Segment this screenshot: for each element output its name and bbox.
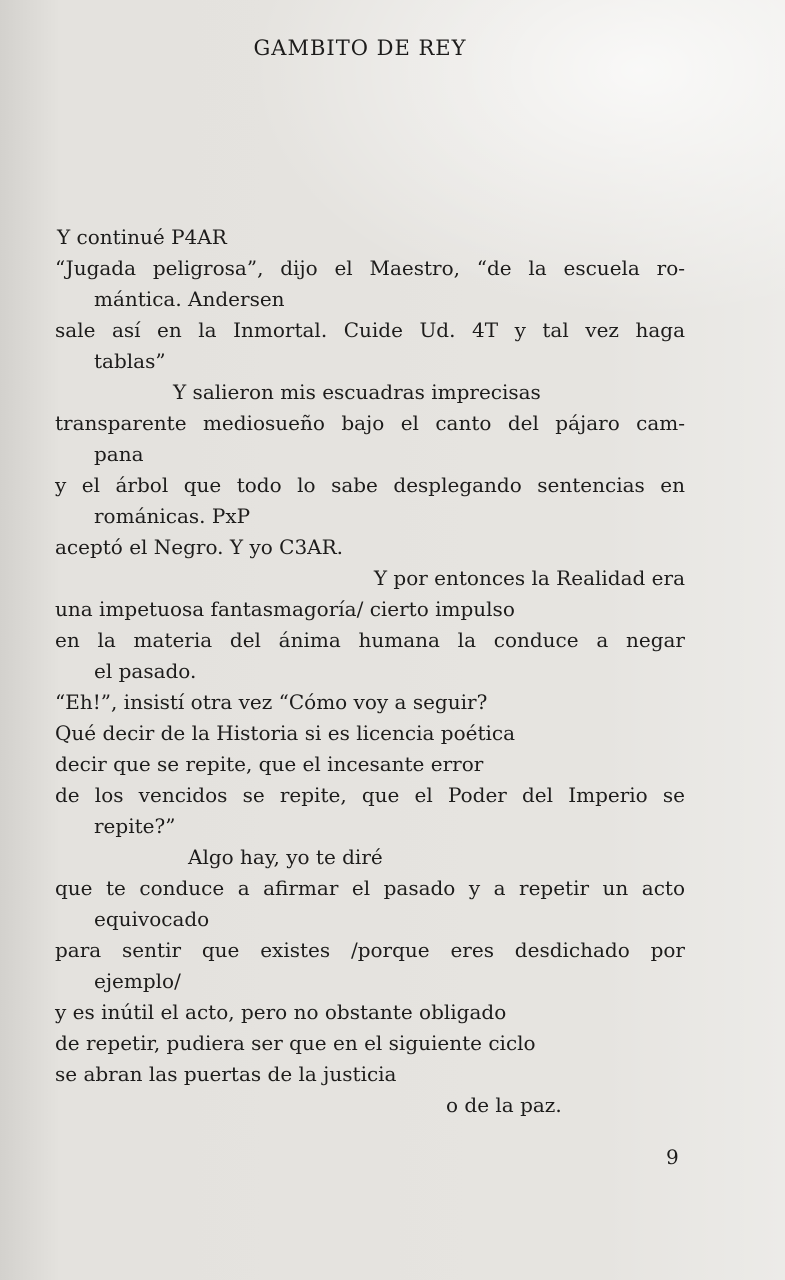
poem-line: equivocado [94,907,210,931]
poem-line: se abran las puertas de la justicia [55,1062,397,1086]
poem-line: “Jugada peligrosa”, dijo el Maestro, “de la escuela ro- [55,256,685,280]
poem-line: transparente mediosueño bajo el canto del pájaro cam- [55,411,685,435]
poem-body [55,222,685,1121]
poem-line: pana [94,442,144,466]
poem-line: Y continué P4AR [57,225,227,249]
poem-line: “Eh!”, insistí otra vez “Cómo voy a seguir? [55,690,488,714]
poem-line: ejemplo/ [94,969,181,993]
poem-line: y el árbol que todo lo sabe desplegando sentencias en [55,473,685,497]
poem-line: Y por entonces la Realidad era [373,566,685,590]
poem-line: sale así en la Inmortal. Cuide Ud. 4T y tal vez haga [55,318,685,342]
poem-line: para sentir que existes /porque eres desdichado por [55,938,685,962]
running-header: GAMBITO DE REY [253,36,467,60]
poem-line: Y salieron mis escuadras imprecisas [173,380,541,404]
page-number: 9 [666,1145,679,1169]
poem-line: Algo hay, yo te diré [188,845,383,869]
poem-line: mántica. Andersen [94,287,285,311]
poem-line: Qué decir de la Historia si es licencia poética [55,721,516,745]
poem-line: repite?” [94,814,176,838]
poem-line: y es inútil el acto, pero no obstante obligado [55,1000,507,1024]
poem-line: o de la paz. [446,1093,562,1117]
poem-line: románicas. PxP [94,504,251,528]
poem-line: una impetuosa fantasmagoría/ cierto impulso [55,597,515,621]
poem-line: aceptó el Negro. Y yo C3AR. [55,535,344,559]
poem-line: de los vencidos se repite, que el Poder del Imperio se [55,783,685,807]
poem-line: de repetir, pudiera ser que en el siguiente ciclo [55,1031,536,1055]
poem-line: que te conduce a afirmar el pasado y a repetir un acto [55,876,685,900]
poem-line: el pasado. [94,659,197,683]
poem-line: tablas” [94,349,166,373]
poem-line: decir que se repite, que el incesante error [55,752,484,776]
poem-line: en la materia del ánima humana la conduce a negar [55,628,685,652]
